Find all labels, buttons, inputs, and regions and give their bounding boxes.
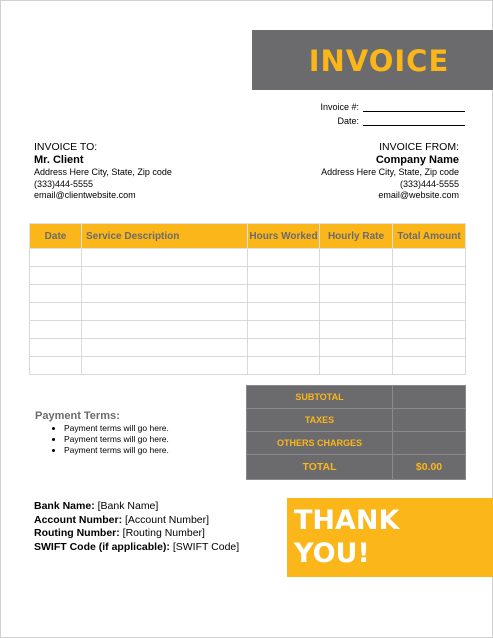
thank-you-box [287, 498, 493, 577]
swift-code-value: [SWIFT Code] [172, 540, 240, 553]
invoice-number-label: Invoice #: [320, 102, 359, 112]
routing-number-line [34, 527, 239, 541]
invoice-to-block [34, 141, 172, 202]
table-cell[interactable] [393, 303, 466, 321]
table-row [30, 249, 466, 267]
column-header-total-amount: Total Amount [393, 224, 466, 249]
table-cell[interactable] [82, 285, 248, 303]
subtotal-row [247, 386, 466, 409]
table-cell[interactable] [248, 321, 320, 339]
table-row [30, 285, 466, 303]
taxes-row [247, 409, 466, 432]
table-cell[interactable] [82, 303, 248, 321]
table-row [30, 357, 466, 375]
bank-details [34, 500, 239, 554]
list-item: • Payment terms will go here. [64, 445, 169, 456]
account-number-line [34, 514, 239, 528]
total-row [247, 455, 466, 480]
swift-code-label: SWIFT Code (if applicable): [34, 540, 170, 553]
bank-name-label: Bank Name: [34, 500, 95, 512]
table-cell[interactable] [320, 285, 393, 303]
table-row [30, 339, 466, 357]
table-cell[interactable] [393, 357, 466, 375]
table-cell[interactable] [320, 249, 393, 267]
line-items-table [29, 223, 466, 375]
table-cell[interactable] [30, 339, 82, 357]
table-cell[interactable] [82, 321, 248, 339]
column-header-hours-worked: Hours Worked [248, 224, 320, 249]
table-cell[interactable] [393, 249, 466, 267]
table-cell[interactable] [248, 339, 320, 357]
client-email: email@clientwebsite.com [34, 190, 136, 200]
client-phone: (333)444-5555 [34, 178, 94, 189]
table-cell[interactable] [248, 357, 320, 375]
routing-number-value: [Routing Number] [122, 527, 205, 539]
thank-you-text [294, 504, 399, 570]
company-email: email@website.com [378, 190, 459, 200]
company-name: Company Name [375, 154, 459, 166]
total-label: TOTAL [247, 455, 393, 480]
swift-code-line [34, 541, 239, 555]
column-header-date: Date [30, 224, 82, 249]
bank-name-value: [Bank Name] [97, 500, 159, 512]
account-number-value: [Account Number] [125, 513, 210, 526]
table-cell[interactable] [248, 249, 320, 267]
company-phone: (333)444-5555 [399, 178, 459, 189]
subtotal-label: SUBTOTAL [247, 386, 393, 409]
totals-table [246, 385, 466, 480]
invoice-from-block [321, 141, 459, 202]
invoice-from-heading: INVOICE FROM: [379, 141, 459, 153]
table-header-row [30, 224, 466, 249]
table-cell[interactable] [393, 321, 466, 339]
taxes-value[interactable] [393, 409, 466, 432]
table-cell[interactable] [82, 357, 248, 375]
payment-terms-list [64, 423, 169, 456]
list-item: • Payment terms will go here. [64, 434, 169, 445]
routing-number-label: Routing Number: [34, 527, 120, 539]
total-value: $0.00 [393, 455, 466, 480]
table-cell[interactable] [320, 357, 393, 375]
invoice-number-field[interactable] [363, 111, 465, 112]
table-cell[interactable] [30, 303, 82, 321]
page-title: INVOICE [308, 44, 450, 78]
client-address: Address Here City, State, Zip code [34, 167, 172, 177]
table-cell[interactable] [30, 357, 82, 375]
table-row [30, 321, 466, 339]
table-cell[interactable] [30, 285, 82, 303]
date-field[interactable] [363, 125, 465, 126]
company-address: Address Here City, State, Zip code [321, 167, 459, 177]
other-charges-row [247, 432, 466, 455]
table-cell[interactable] [248, 285, 320, 303]
account-number-label: Account Number: [34, 513, 123, 526]
date-label: Date: [337, 116, 359, 126]
thank-you-line-1: THANK [294, 505, 400, 536]
line-items-body [30, 249, 466, 375]
table-cell[interactable] [82, 267, 248, 285]
taxes-label: TAXES [247, 409, 393, 432]
payment-terms [35, 410, 169, 456]
table-cell[interactable] [320, 303, 393, 321]
invoice-to-heading: INVOICE TO: [34, 141, 98, 153]
table-cell[interactable] [248, 303, 320, 321]
table-cell[interactable] [30, 267, 82, 285]
table-cell[interactable] [320, 339, 393, 357]
table-cell[interactable] [248, 267, 320, 285]
table-row [30, 303, 466, 321]
other-charges-value[interactable] [393, 432, 466, 455]
table-cell[interactable] [30, 321, 82, 339]
table-cell[interactable] [320, 267, 393, 285]
subtotal-value[interactable] [393, 386, 466, 409]
table-cell[interactable] [82, 249, 248, 267]
list-item: • Payment terms will go here. [64, 423, 169, 434]
column-header-hourly-rate: Hourly Rate [320, 224, 393, 249]
thank-you-line-2: YOU! [294, 538, 370, 569]
payment-terms-title: Payment Terms: [35, 410, 120, 422]
bank-name-line [34, 500, 239, 514]
column-header-service-description: Service Description [82, 224, 248, 249]
table-cell[interactable] [393, 285, 466, 303]
table-cell[interactable] [320, 321, 393, 339]
table-cell[interactable] [30, 249, 82, 267]
table-cell[interactable] [82, 339, 248, 357]
table-row [30, 267, 466, 285]
table-cell[interactable] [393, 267, 466, 285]
table-cell[interactable] [393, 339, 466, 357]
other-charges-label: OTHERS CHARGES [247, 432, 393, 455]
client-name: Mr. Client [34, 154, 84, 166]
title-banner [252, 30, 493, 90]
